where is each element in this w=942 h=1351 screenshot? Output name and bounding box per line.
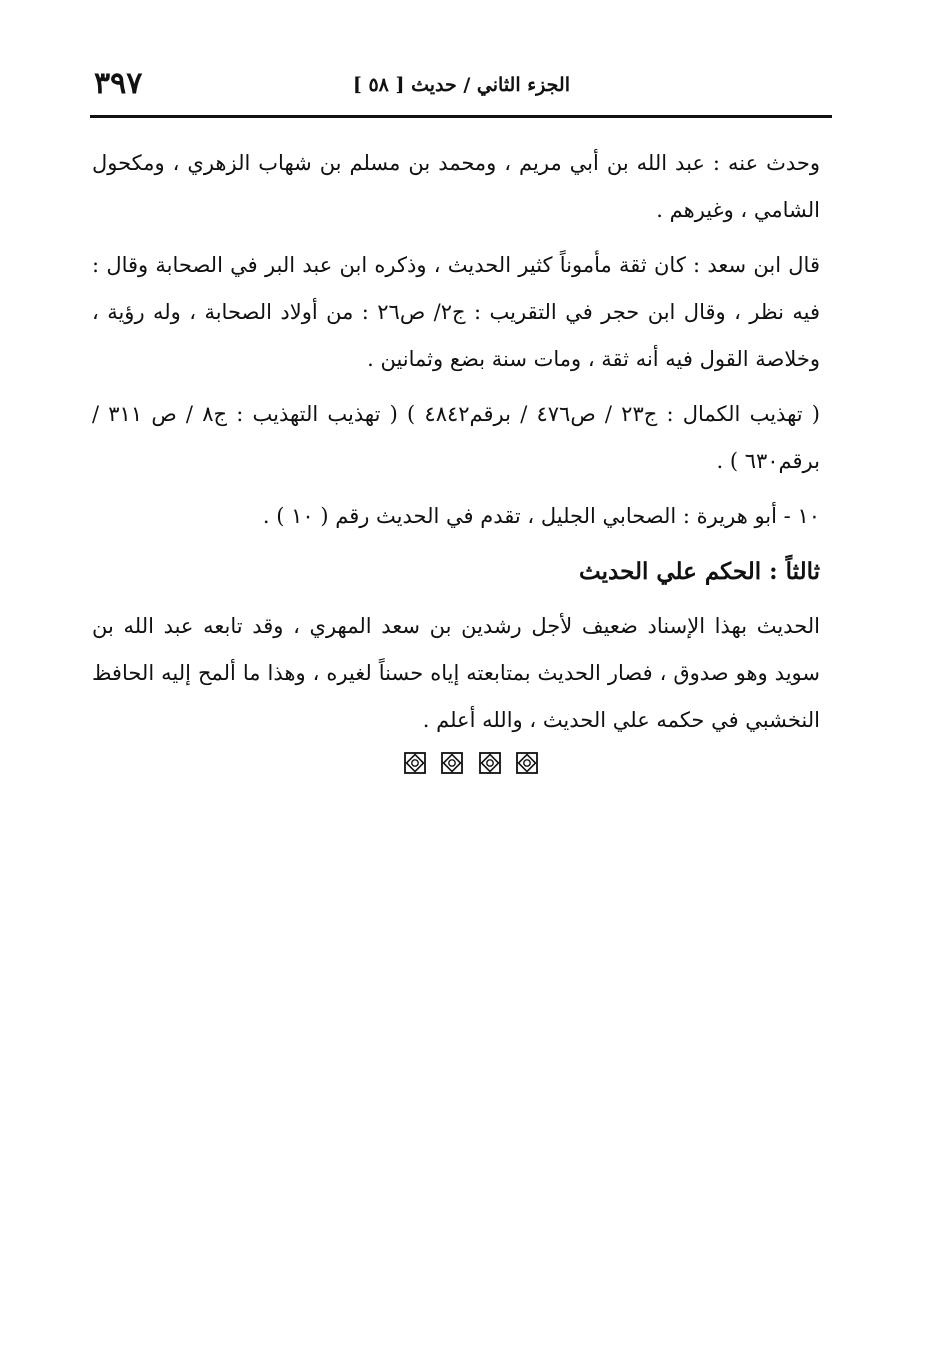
ruling-paragraph: الحديث بهذا الإسناد ضعيف لأجل رشدين بن سعد المهري ، وقد تابعه عبد الله بن سويد وهو صدوق ، فصار الحديث بمتابعته إياه حسناً لغيره ، وهذا ما ألمح إليه الحافظ النخشبي في حكمه علي الحديث ، والله أعلم . [92,614,820,732]
square-knot-ornament-icon [441,752,463,774]
square-knot-ornament-icon [516,752,538,774]
narrator-item-10: ١٠ - أبو هريرة : الصحابي الجليل ، تقدم في الحديث رقم ( ١٠ ) . [262,504,820,528]
header-rule [90,115,832,118]
page-body [92,140,820,752]
narrators-paragraph: وحدث عنه : عبد الله بن أبي مريم ، ومحمد بن مسلم بن شهاب الزهري ، ومكحول الشامي ، وغيرهم . [92,151,820,222]
section-end-ornaments [0,752,942,774]
page-number: ٣٩٧ [94,66,143,101]
section-heading: ثالثاً : الحكم علي الحديث [579,558,820,585]
square-knot-ornament-icon [404,752,426,774]
references-paragraph: ( تهذيب الكمال : ج٢٣ / ص٤٧٦ / برقم٤٨٤٢ ) ( تهذيب التهذيب : ج٨ / ص ٣١١ / برقم٦٣٠ ) . [92,402,820,473]
grading-paragraph: قال ابن سعد : كان ثقة مأموناً كثير الحديث ، وذكره ابن عبد البر في الصحابة وقال : فيه نظر ، وقال ابن حجر في التقريب : ج٢/ ص٢٦ : من أولاد الصحابة ، وله رؤية ، وخلاصة القول فيه أنه ثقة ، ومات سنة بضع وثمانين . [92,253,820,371]
running-header [90,66,832,110]
header-title: الجزء الثاني / حديث [ ٥٨ ] [352,74,570,96]
square-knot-ornament-icon [479,752,501,774]
